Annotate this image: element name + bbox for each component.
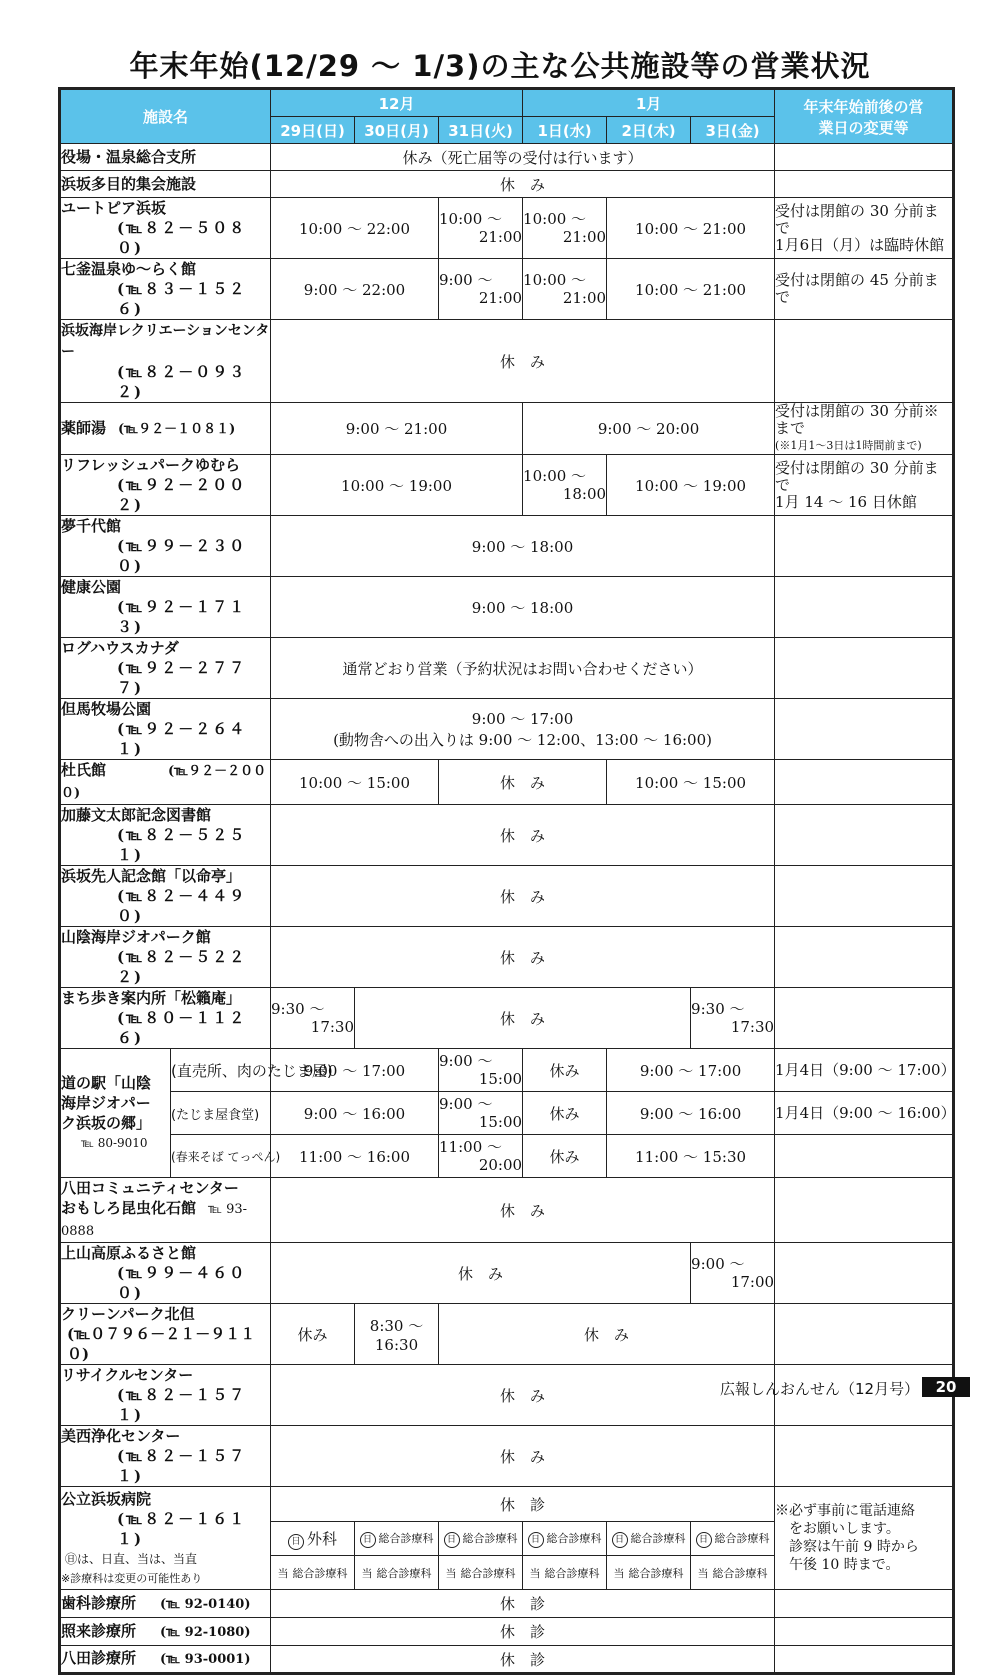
hours-cell: 9:00 ～ 16:00 — [271, 1092, 439, 1135]
hours-cell: 休 み — [271, 320, 775, 403]
table-row — [60, 171, 954, 198]
header-facility: 施設名 — [60, 89, 271, 144]
duty-cell: 日 総合診療科 — [355, 1522, 439, 1556]
hours-cell: 9:00 ～ 17:00 (動物舎への出入りは 9:00 ～ 12:00、13:00 ～ 16:00) — [271, 699, 775, 760]
facility-name: 夢千代館 (℡９９－２３００) — [60, 516, 271, 577]
table-row — [60, 516, 954, 577]
duty-cell: 当 総合診療科 — [439, 1556, 523, 1590]
note-cell: 1月4日（9:00 ～ 17:00） — [775, 1049, 954, 1092]
duty-cell: 当 総合診療科 — [523, 1556, 607, 1590]
table-row — [60, 1487, 954, 1522]
note-cell — [775, 760, 954, 805]
duty-cell: 日 総合診療科 — [607, 1522, 691, 1556]
facility-name: 照来診療所 (℡ 92-1080) — [60, 1618, 271, 1646]
header-changes: 年末年始前後の営業日の変更等 — [775, 89, 954, 144]
note-cell — [775, 171, 954, 198]
facility-name: 公立浜坂病院 (℡８２－１６１１) ㊐は、日直、当は、当直 ※診療科は変更の可能性あり — [60, 1487, 271, 1590]
table-row — [60, 577, 954, 638]
facility-name: 道の駅「山陰 海岸ジオパー ク浜坂の郷」 ℡ 80-9010 — [60, 1049, 171, 1178]
facility-name: 浜坂先人記念館「以命亭」 (℡８２－４４９０) — [60, 866, 271, 927]
note-cell — [775, 988, 954, 1049]
facility-name: 杜氏館 (℡９２－２０００) — [60, 760, 271, 805]
hours-cell: 11:00 ～ 15:30 — [607, 1135, 775, 1178]
note-cell — [775, 1646, 954, 1674]
duty-day-mark: 日 — [612, 1532, 628, 1548]
header-day: 31日(火) — [439, 117, 523, 144]
hours-cell: 休 み — [355, 988, 691, 1049]
facility-name: 健康公園 (℡９２－１７１３) — [60, 577, 271, 638]
facility-name: 加藤文太郎記念図書館 (℡８２－５２５１) — [60, 805, 271, 866]
facility-name: リフレッシュパークゆむら (℡９２－２００２) — [60, 455, 271, 516]
note-cell — [775, 577, 954, 638]
table-row — [60, 1646, 954, 1674]
hours-cell: 休 み — [271, 1426, 775, 1487]
sub-facility-name: (春来そば てっぺん) — [171, 1135, 271, 1178]
hours-cell: 10:00 ～ 21:00 — [607, 259, 775, 320]
night-duty-mark: 当 — [529, 1566, 541, 1580]
table-row — [60, 144, 954, 171]
table-row — [60, 403, 954, 455]
hours-cell: 休 み — [271, 1178, 775, 1243]
note-cell — [775, 1590, 954, 1618]
table-row — [60, 699, 954, 760]
header-day: 29日(日) — [271, 117, 355, 144]
duty-day-mark: 日 — [528, 1532, 544, 1548]
duty-cell: 当 総合診療科 — [607, 1556, 691, 1590]
schedule-table — [58, 87, 955, 1675]
facility-name: ユートピア浜坂 (℡８２－５０８０) — [60, 198, 271, 259]
hours-cell: 9:00 ～ 17:00 — [691, 1243, 775, 1304]
hours-cell: 休み — [271, 1304, 355, 1365]
table-row — [60, 760, 954, 805]
night-duty-mark: 当 — [277, 1566, 289, 1580]
hours-cell: 休 診 — [271, 1487, 775, 1522]
duty-cell: 日 外科 — [271, 1522, 355, 1556]
night-duty-mark: 当 — [697, 1566, 709, 1580]
facility-name: 浜坂海岸レクリエーションセンター (℡８２－０９３２) — [60, 320, 271, 403]
facility-name: リサイクルセンター (℡８２－１５７１) — [60, 1365, 271, 1426]
note-cell: 受付は閉館の 30 分前まで 1月6日（月）は臨時休館 — [775, 198, 954, 259]
sub-facility-name: (たじま屋食堂) — [171, 1092, 271, 1135]
facility-name: 役場・温泉総合支所 — [60, 144, 271, 171]
table-row — [60, 1092, 954, 1135]
hours-cell: 11:00 ～ 20:00 — [439, 1135, 523, 1178]
facility-name: 七釜温泉ゆ～らく館 (℡８３－１５２６) — [60, 259, 271, 320]
facility-name: 山陰海岸ジオパーク館 (℡８２－５２２２) — [60, 927, 271, 988]
header-month-jan: 1月 — [523, 89, 775, 117]
note-cell — [775, 1243, 954, 1304]
hours-cell: 休 み — [271, 1365, 775, 1426]
hours-cell: 休 み — [271, 805, 775, 866]
hours-cell: 休 診 — [271, 1590, 775, 1618]
sub-facility-name: (直売所、肉のたじま屋) — [171, 1049, 271, 1092]
hours-cell: 10:00 ～ 15:00 — [271, 760, 439, 805]
facility-name: 薬師湯 (℡９２－１０８１) — [60, 403, 271, 455]
facility-name: 美西浄化センター (℡８２－１５７１) — [60, 1426, 271, 1487]
header-day: 1日(水) — [523, 117, 607, 144]
table-row — [60, 1618, 954, 1646]
facility-name: まち歩き案内所「松籟庵」 (℡８０－１１２６) — [60, 988, 271, 1049]
hours-cell: 休 診 — [271, 1618, 775, 1646]
hours-cell: 休 み — [439, 1304, 775, 1365]
note-cell — [775, 1618, 954, 1646]
hours-cell: 11:00 ～ 16:00 — [271, 1135, 439, 1178]
night-duty-mark: 当 — [361, 1566, 373, 1580]
table-row — [60, 259, 954, 320]
hours-cell: 9:30 ～ 17:30 — [271, 988, 355, 1049]
hours-cell: 通常どおり営業（予約状況はお問い合わせください） — [271, 638, 775, 699]
table-row — [60, 1590, 954, 1618]
note-cell — [775, 927, 954, 988]
hours-cell: 9:00 ～ 15:00 — [439, 1049, 523, 1092]
duty-day-mark: 日 — [360, 1532, 376, 1548]
table-row — [60, 1178, 954, 1243]
hours-cell: 9:00 ～ 17:00 — [607, 1049, 775, 1092]
hours-cell: 休み — [523, 1049, 607, 1092]
table-row — [60, 866, 954, 927]
hours-cell: 休 み — [271, 866, 775, 927]
header-day: 2日(木) — [607, 117, 691, 144]
table-row — [60, 320, 954, 403]
hours-cell: 9:00 ～ 16:00 — [607, 1092, 775, 1135]
hours-cell: 9:00 ～ 17:00 — [271, 1049, 439, 1092]
note-cell — [775, 699, 954, 760]
hours-cell: 10:00 ～ 15:00 — [607, 760, 775, 805]
table-row — [60, 1426, 954, 1487]
note-cell — [775, 1135, 954, 1178]
note-cell: 受付は閉館の 30 分前※まで (※1月1～3日は1時間前まで) — [775, 403, 954, 455]
facility-name: 但馬牧場公園 (℡９２－２６４１) — [60, 699, 271, 760]
hours-cell: 10:00 ～ 19:00 — [271, 455, 523, 516]
hours-cell: 10:00 ～ 22:00 — [271, 198, 439, 259]
note-cell — [775, 516, 954, 577]
hours-cell: 休 み — [271, 171, 775, 198]
hours-cell: 休 み — [439, 760, 607, 805]
note-cell — [775, 1304, 954, 1365]
table-row — [60, 805, 954, 866]
facility-name: 八田コミュニティセンター おもしろ昆虫化石館 ℡ 93-0888 — [60, 1178, 271, 1243]
hours-cell: 10:00 ～ 19:00 — [607, 455, 775, 516]
note-cell: ※必ず事前に電話連絡 をお願いします。 診察は午前 9 時から 午後 10 時まで。 — [775, 1487, 954, 1590]
note-cell — [775, 866, 954, 927]
hours-cell: 休み — [523, 1135, 607, 1178]
note-cell: 1月4日（9:00 ～ 16:00） — [775, 1092, 954, 1135]
hours-cell: 9:00 ～ 21:00 — [271, 403, 523, 455]
night-duty-mark: 当 — [445, 1566, 457, 1580]
hours-cell: 休 み — [271, 927, 775, 988]
table-row — [60, 1135, 954, 1178]
table-row — [60, 455, 954, 516]
hours-cell: 9:00 ～ 15:00 — [439, 1092, 523, 1135]
hours-cell: 9:00 ～ 18:00 — [271, 516, 775, 577]
facility-name: 浜坂多目的集会施設 — [60, 171, 271, 198]
hours-cell: 9:30 ～ 17:30 — [691, 988, 775, 1049]
facility-name: 八田診療所 (℡ 93-0001) — [60, 1646, 271, 1674]
table-row — [60, 1049, 954, 1092]
note-cell — [775, 144, 954, 171]
header-day: 30日(月) — [355, 117, 439, 144]
hours-cell: 9:00 ～ 22:00 — [271, 259, 439, 320]
facility-name: 上山高原ふるさと館 (℡９９－４６００) — [60, 1243, 271, 1304]
page-title: 年末年始(12/29 ～ 1/3)の主な公共施設等の営業状況 — [129, 49, 871, 83]
note-cell — [775, 805, 954, 866]
table-row — [60, 638, 954, 699]
hours-cell: 休 診 — [271, 1646, 775, 1674]
header-month-dec: 12月 — [271, 89, 523, 117]
duty-cell: 当 総合診療科 — [691, 1556, 775, 1590]
publication-footer: 広報しんおんせん（12月号） — [720, 1380, 920, 1398]
note-cell: 受付は閉館の 30 分前まで 1月 14 ～ 16 日休館 — [775, 455, 954, 516]
duty-cell: 当 総合診療科 — [355, 1556, 439, 1590]
page-number: 20 — [922, 1377, 970, 1397]
note-cell — [775, 320, 954, 403]
duty-cell: 日 総合診療科 — [523, 1522, 607, 1556]
facility-name: ログハウスカナダ (℡９２－２７７７) — [60, 638, 271, 699]
hours-cell: 9:00 ～ 18:00 — [271, 577, 775, 638]
hours-cell: 9:00 ～ 20:00 — [523, 403, 775, 455]
duty-cell: 日 総合診療科 — [691, 1522, 775, 1556]
duty-day-mark: 日 — [288, 1534, 304, 1550]
duty-day-mark: 日 — [696, 1532, 712, 1548]
hours-cell: 休 み — [271, 1243, 691, 1304]
header-day: 3日(金) — [691, 117, 775, 144]
hours-cell: 10:00 ～ 21:00 — [607, 198, 775, 259]
table-row — [60, 927, 954, 988]
hours-cell: 10:00 ～ 21:00 — [439, 198, 523, 259]
table-row — [60, 198, 954, 259]
facility-name: 歯科診療所 (℡ 92-0140) — [60, 1590, 271, 1618]
note-cell — [775, 1178, 954, 1243]
note-cell — [775, 1426, 954, 1487]
table-row — [60, 1304, 954, 1365]
hours-cell: 8:30 ～ 16:30 — [355, 1304, 439, 1365]
hours-cell: 休み — [523, 1092, 607, 1135]
hours-cell: 10:00 ～ 21:00 — [523, 198, 607, 259]
hours-cell: 休み（死亡届等の受付は行います） — [271, 144, 775, 171]
note-cell — [775, 638, 954, 699]
hours-cell: 10:00 ～ 18:00 — [523, 455, 607, 516]
duty-day-mark: 日 — [444, 1532, 460, 1548]
hours-cell: 10:00 ～ 21:00 — [523, 259, 607, 320]
facility-name: クリーンパーク北但 (℡０７９６－２１－９１１０) — [60, 1304, 271, 1365]
duty-cell: 日 総合診療科 — [439, 1522, 523, 1556]
duty-cell: 当 総合診療科 — [271, 1556, 355, 1590]
table-row — [60, 988, 954, 1049]
night-duty-mark: 当 — [613, 1566, 625, 1580]
hours-cell: 9:00 ～ 21:00 — [439, 259, 523, 320]
table-row — [60, 1243, 954, 1304]
note-cell: 受付は閉館の 45 分前まで — [775, 259, 954, 320]
